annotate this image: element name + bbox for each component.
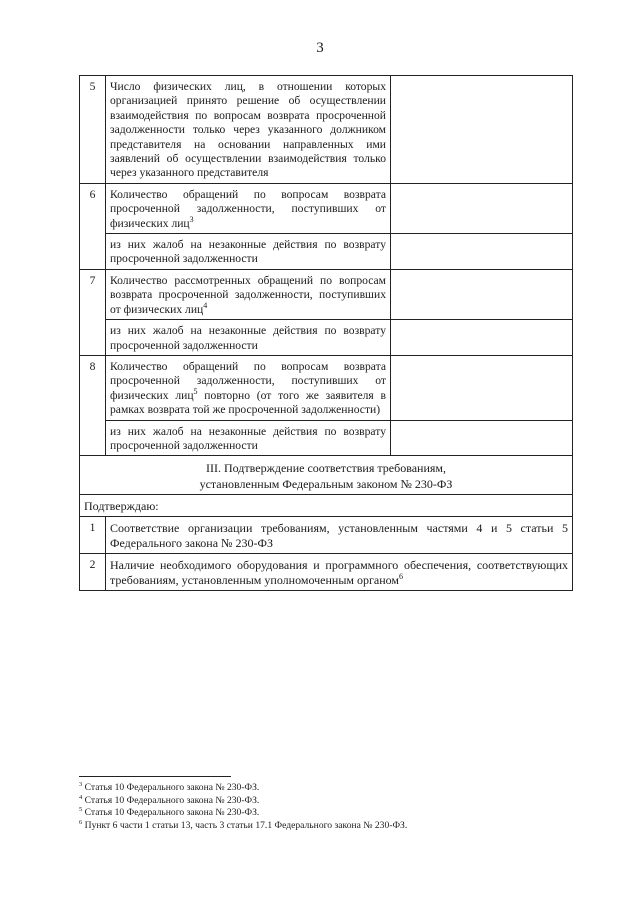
table-row	[80, 269, 573, 319]
footnote-ref[interactable]: 3	[189, 214, 194, 224]
footnote: $^4$ Статья 10 Федерального закона № 230-ФЗ.	[79, 793, 260, 806]
table-row	[80, 420, 573, 456]
row-subitem: из них жалоб на незаконные действия по возврату просроченной задолженности	[106, 320, 391, 356]
table-row	[80, 76, 573, 184]
item-text: Соответствие организации требованиям, установленным частями 4 и 5 статьи 5 Федерального закона № 230-ФЗ	[106, 516, 573, 553]
section-title: III. Подтверждение соответствия требованиям, установленным Федеральным законом № 230-ФЗ	[80, 456, 573, 495]
value-cell[interactable]	[391, 183, 573, 233]
value-cell[interactable]	[391, 420, 573, 456]
section-header-row	[80, 456, 573, 495]
footnote: $^5$ Статья 10 Федерального закона № 230-ФЗ.	[79, 805, 260, 818]
row-number: 7	[80, 269, 106, 355]
row-number: 6	[80, 183, 106, 269]
row-description: Количество обращений по вопросам возврата просроченной задолженности, поступивших от физических лиц$^5$ повторно (от того же заявителя в рамках возврата той же просроченной задолженности)	[106, 355, 391, 420]
value-cell[interactable]	[391, 320, 573, 356]
footnote-separator	[79, 776, 231, 777]
table-row	[80, 234, 573, 270]
item-number: 1	[80, 516, 106, 553]
row-description: Количество обращений по вопросам возврата просроченной задолженности, поступивших от физических лиц$^3$	[106, 183, 391, 233]
footnote-ref[interactable]: 6	[399, 571, 404, 581]
footnote-ref[interactable]: 5	[193, 386, 198, 396]
table-row	[80, 516, 573, 553]
confirm-label: Подтверждаю:	[80, 495, 573, 516]
footnotes	[79, 782, 579, 832]
row-subitem: из них жалоб на незаконные действия по возврату просроченной задолженности	[106, 234, 391, 270]
footnote: $^3$ Статья 10 Федерального закона № 230-ФЗ.	[79, 780, 260, 793]
item-number: 2	[80, 553, 106, 590]
page-number: 3	[316, 40, 324, 56]
report-table	[79, 75, 573, 591]
table-row	[80, 553, 573, 590]
row-subitem: из них жалоб на незаконные действия по возврату просроченной задолженности	[106, 420, 391, 456]
row-description: Число физических лиц, в отношении которых организацией принято решение об осуществлении взаимодействия по вопросам возврата просроченной задолженности только через указанного должником представителя на основании направленных ими заявлений об осуществлении взаимодействия только через указанного представителя	[106, 76, 391, 184]
item-text: Наличие необходимого оборудования и программного обеспечения, соответствующих требованиям, установленным уполномоченным органом$^6$	[106, 553, 573, 590]
table-row	[80, 183, 573, 233]
value-cell[interactable]	[391, 234, 573, 270]
value-cell[interactable]	[391, 355, 573, 420]
table-row	[80, 355, 573, 420]
footnote: $^6$ Пункт 6 части 1 статьи 13, часть 3 статьи 17.1 Федерального закона № 230-ФЗ.	[79, 818, 408, 831]
row-number: 8	[80, 355, 106, 455]
value-cell[interactable]	[391, 76, 573, 184]
table-row	[80, 320, 573, 356]
footnote-ref[interactable]: 4	[203, 300, 208, 310]
value-cell[interactable]	[391, 269, 573, 319]
confirm-row	[80, 495, 573, 516]
row-description: Количество рассмотренных обращений по вопросам возврата просроченной задолженности, поступивших от физических лиц$^4$	[106, 269, 391, 319]
row-number: 5	[80, 76, 106, 184]
